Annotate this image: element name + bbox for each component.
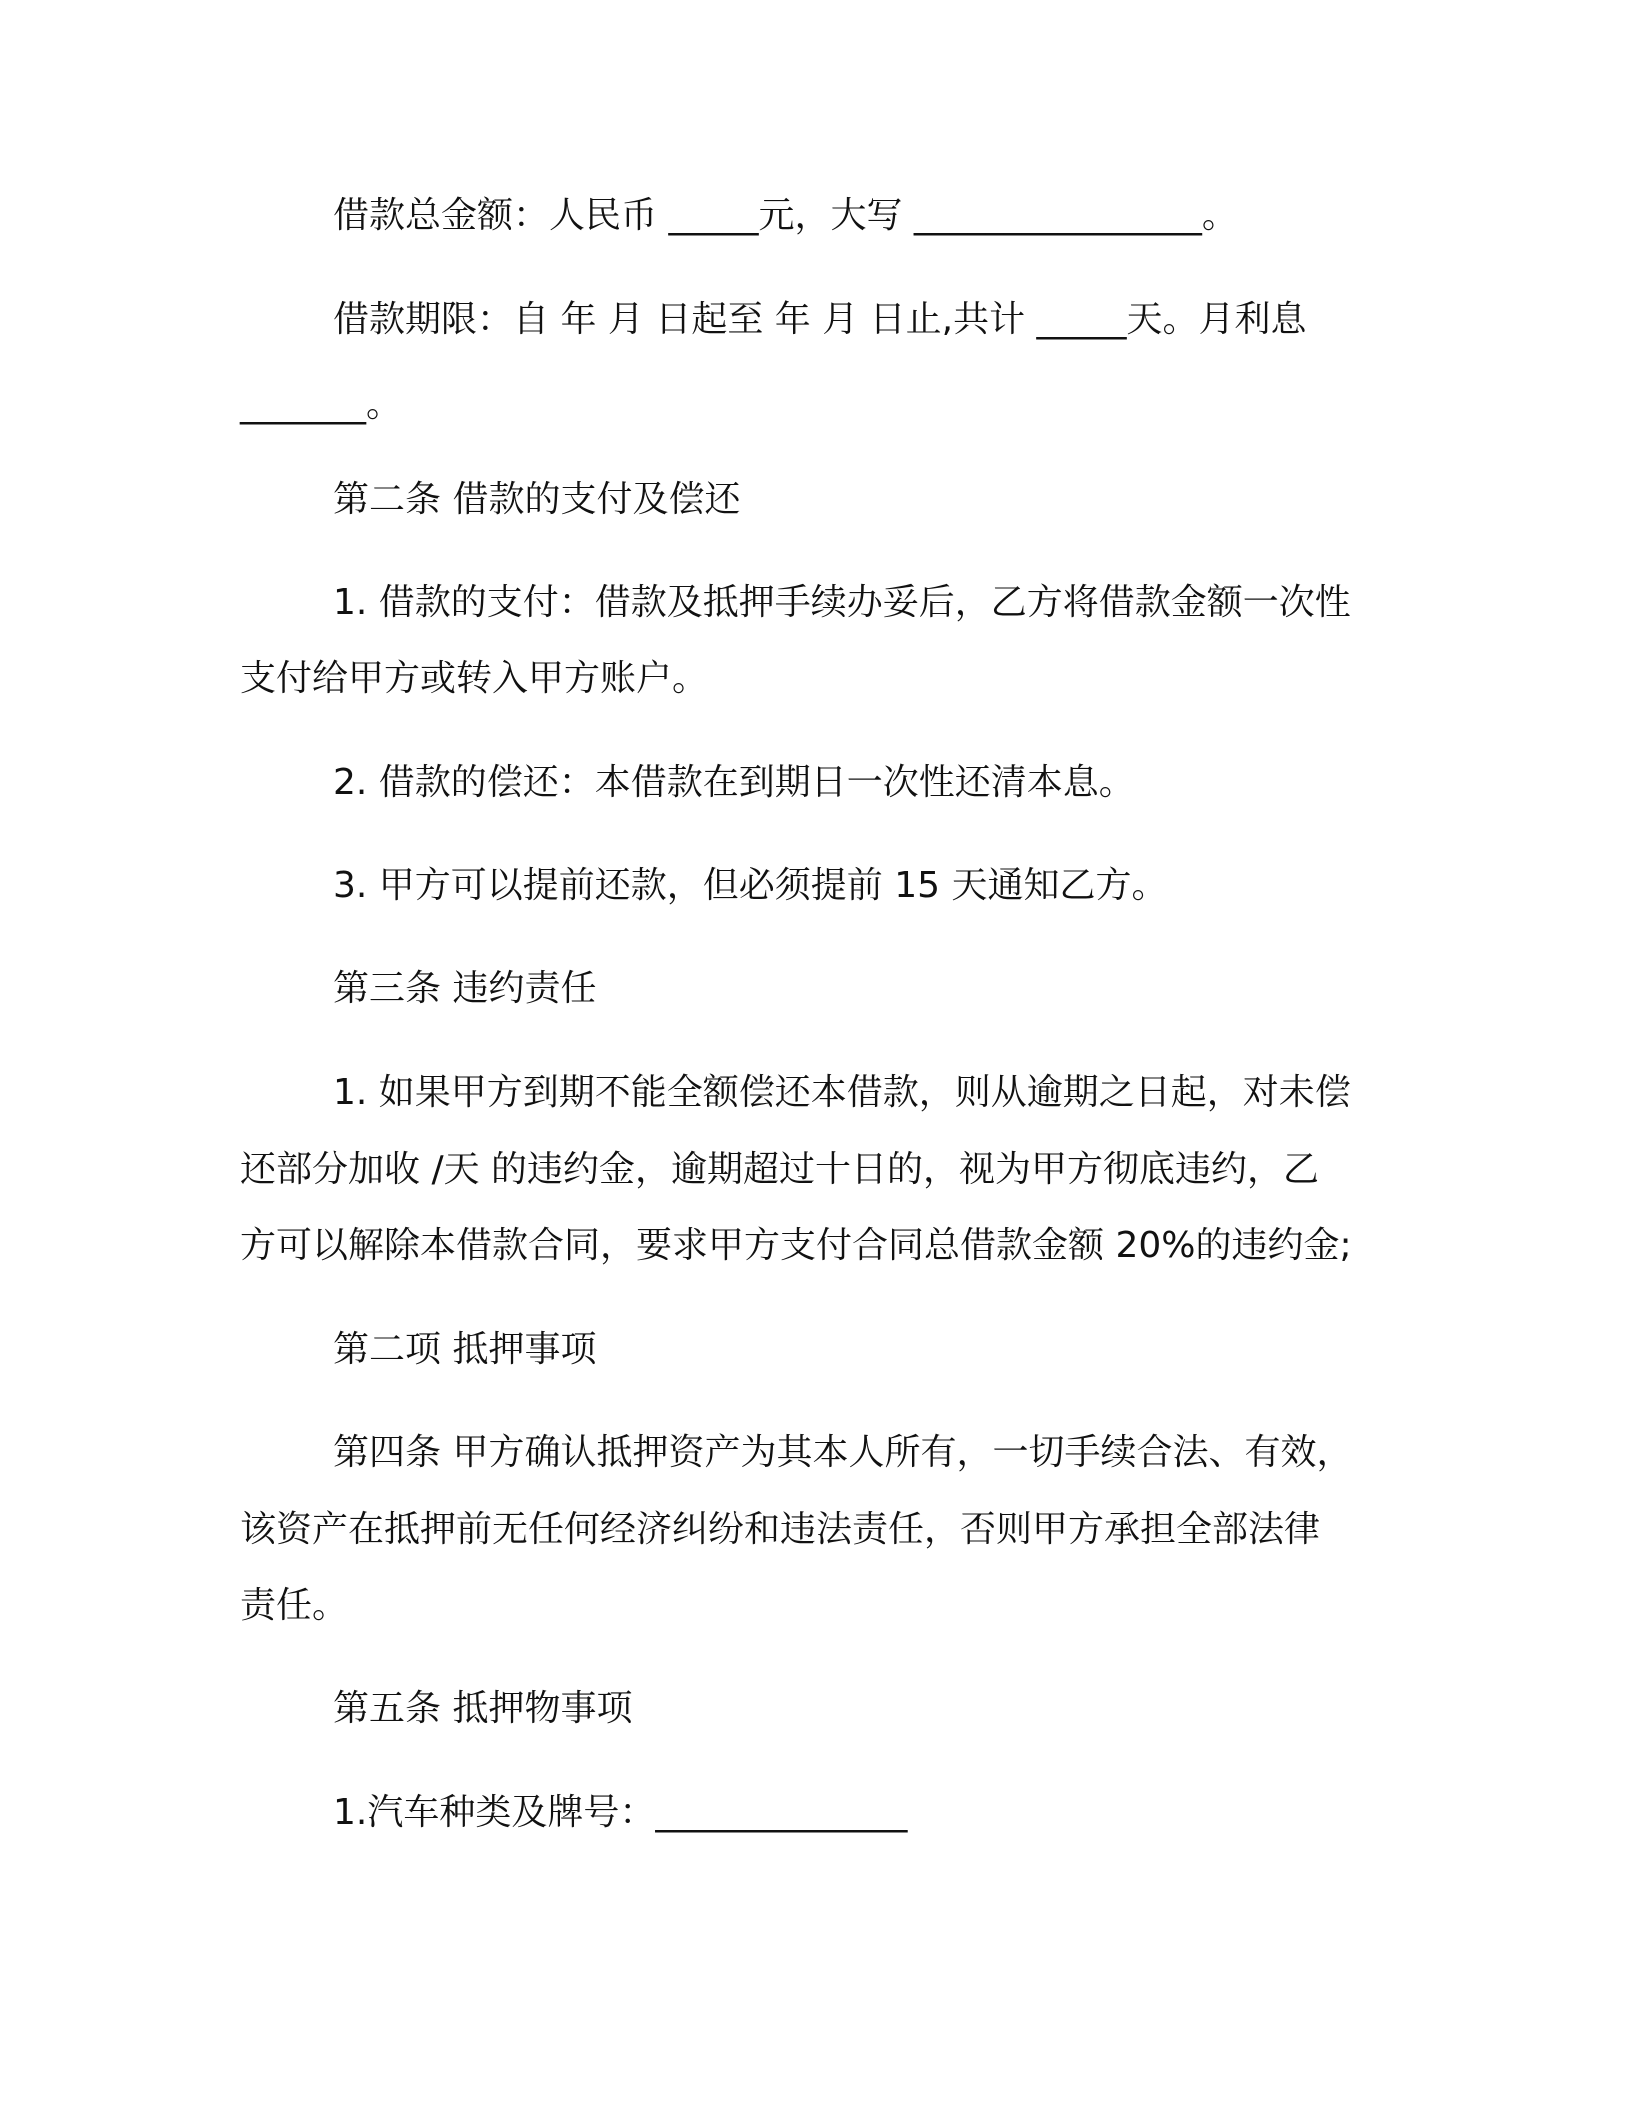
article-2-clause-1-cont: 支付给甲方或转入甲方账户。 (240, 658, 709, 699)
article-2-clause-3: 3. 甲方可以提前还款，但必须提前 15 天通知乙方。 (333, 865, 1168, 906)
monthly-interest-blank: _______。 (240, 384, 403, 425)
vehicle-type-plate-line: 1.汽车种类及牌号：______________ (333, 1792, 908, 1833)
loan-term-line: 借款期限：自 年 月 日起至 年 月 日止,共计 _____天。月利息 (333, 299, 1307, 340)
loan-total-amount-line: 借款总金额：人民币 _____元，大写 ________________。 (333, 195, 1238, 236)
article-3-clause-1-cont: 还部分加收 /天 的违约金，逾期超过十日的，视为甲方彻底违约，乙 (240, 1149, 1320, 1190)
article-2-clause-2: 2. 借款的偿还：本借款在到期日一次性还清本息。 (333, 762, 1135, 803)
section-2-heading: 第二项 抵押事项 (333, 1329, 597, 1370)
article-5-heading: 第五条 抵押物事项 (333, 1688, 633, 1729)
article-3-heading: 第三条 违约责任 (333, 968, 597, 1009)
article-4-text-cont2: 责任。 (240, 1585, 349, 1626)
article-4-text: 第四条 甲方确认抵押资产为其本人所有，一切手续合法、有效， (333, 1432, 1353, 1473)
article-4-text-cont: 该资产在抵押前无任何经济纠纷和违法责任，否则甲方承担全部法律 (240, 1509, 1321, 1550)
article-3-clause-1: 1. 如果甲方到期不能全额偿还本借款，则从逾期之日起，对未偿 (333, 1072, 1351, 1113)
article-3-clause-1-cont2: 方可以解除本借款合同，要求甲方支付合同总借款金额 20%的违约金; (240, 1225, 1352, 1266)
article-2-clause-1: 1. 借款的支付：借款及抵押手续办妥后，乙方将借款金额一次性 (333, 582, 1351, 623)
article-2-heading: 第二条 借款的支付及偿还 (333, 479, 741, 520)
